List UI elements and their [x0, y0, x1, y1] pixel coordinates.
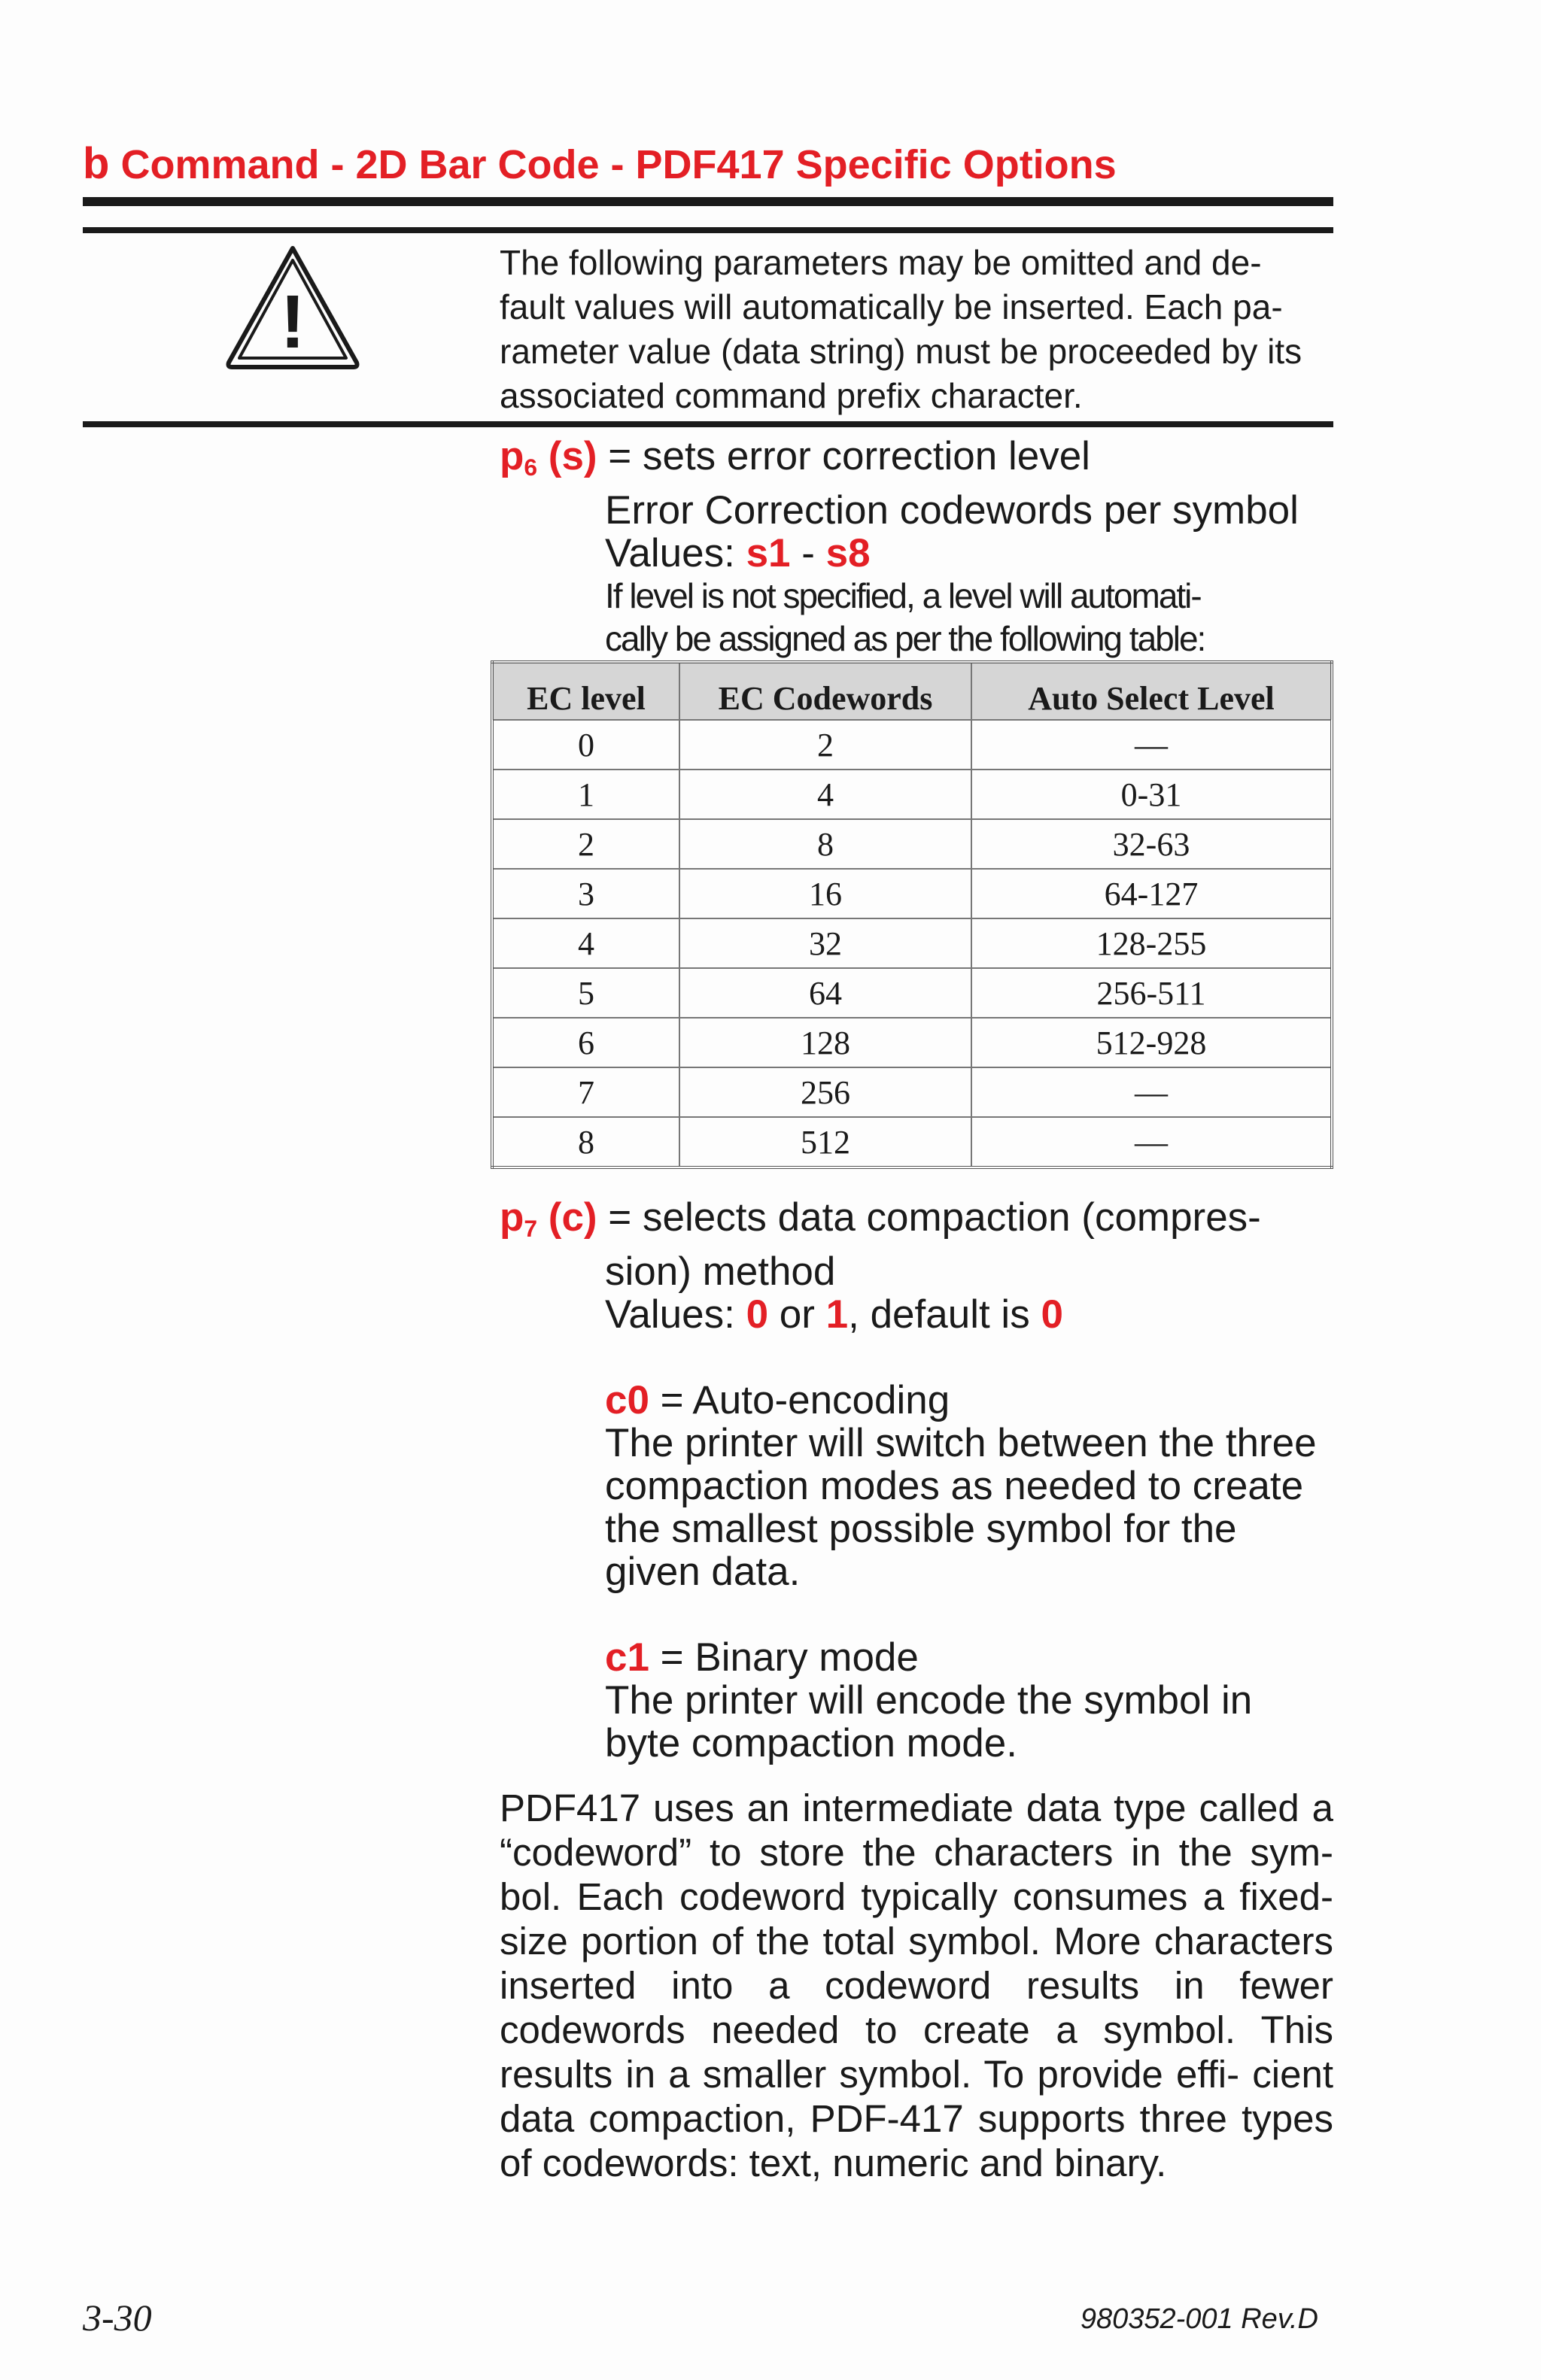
p7-value-0: 0	[746, 1292, 769, 1337]
c1-code: c1	[605, 1635, 649, 1680]
p6-description: = sets error correction level	[597, 434, 1090, 478]
table-cell: 6	[492, 1018, 679, 1067]
ec-level-table	[491, 660, 1333, 1169]
p7-values: Values: 0 or 1, default is 0	[605, 1292, 1063, 1337]
p7-default-value: 0	[1041, 1292, 1063, 1337]
caution-line: fault values will automatically be inserted. Each pa-	[500, 287, 1283, 326]
table-cell: 64	[679, 968, 971, 1018]
p6-value-max: s8	[825, 530, 871, 575]
table-cell: 1	[492, 770, 679, 819]
p6-detail: Error Correction codewords per symbol	[605, 487, 1299, 533]
p7-description: = selects data compaction (compres-	[597, 1195, 1261, 1240]
table-cell: 256-511	[971, 968, 1332, 1018]
p7-value-1: 1	[825, 1292, 849, 1337]
table-cell: 8	[492, 1117, 679, 1167]
caution-top-rule	[83, 227, 1333, 233]
caution-text	[500, 241, 1333, 418]
p6-heading	[500, 435, 1333, 489]
table-row	[492, 1117, 1332, 1167]
col-header-ec-codewords: EC Codewords	[679, 662, 971, 720]
table-cell: 2	[679, 720, 971, 770]
table-cell: 32	[679, 918, 971, 968]
table-cell: 128	[679, 1018, 971, 1067]
c0-description-line: The printer will switch between the three	[605, 1420, 1317, 1465]
p6-note: If level is not specified, a level will automati- cally be assigned as per the following table:	[605, 575, 1205, 658]
table-cell: —	[971, 1067, 1332, 1117]
table-cell: 0-31	[971, 770, 1332, 819]
c0-description-line: given data.	[605, 1549, 801, 1594]
title-command-letter: b	[83, 139, 110, 188]
title-rule	[83, 197, 1333, 206]
table-row	[492, 869, 1332, 918]
document-id: 980352-001 Rev.D	[1080, 2303, 1318, 2335]
caution-bottom-rule	[83, 421, 1333, 427]
table-cell: 16	[679, 869, 971, 918]
table-cell: 0	[492, 720, 679, 770]
p6-values: Values: s1 - s8	[605, 530, 871, 575]
table-cell: 4	[679, 770, 971, 819]
c0-code: c0	[605, 1377, 649, 1422]
caution-exclamation: !	[280, 280, 305, 364]
col-header-ec-level: EC level	[492, 662, 679, 720]
table-cell: 3	[492, 869, 679, 918]
table-cell: 8	[679, 819, 971, 869]
caution-line: rameter value (data string) must be proceeded by its	[500, 332, 1302, 371]
table-row	[492, 968, 1332, 1018]
c0-description-line: compaction modes as needed to create	[605, 1463, 1304, 1508]
p7-heading	[500, 1196, 1333, 1250]
table-row	[492, 1018, 1332, 1067]
param-p6	[500, 435, 1333, 660]
table-header-row	[492, 662, 1332, 720]
page-number: 3-30	[83, 2297, 152, 2339]
p7-detail: sion) method	[605, 1249, 836, 1294]
col-header-auto-select: Auto Select Level	[971, 662, 1332, 720]
c0-description-line: the smallest possible symbol for the	[605, 1506, 1237, 1551]
table-row	[492, 770, 1332, 819]
table-cell: 7	[492, 1067, 679, 1117]
p6-value-min: s1	[746, 530, 791, 575]
caution-line: The following parameters may be omitted and de-	[500, 243, 1262, 282]
title-text: Command - 2D Bar Code - PDF417 Specific Options	[109, 142, 1117, 187]
p7-name: $p_7$ (c)	[500, 1195, 597, 1242]
table-cell: —	[971, 720, 1332, 770]
codeword-paragraph: PDF417 uses an intermediate data type called a “codeword” to store the characters in the sym- bol. Each codeword typically consumes a fixed-size portion of the total symbol. More characters inserted into a codeword results in fewer codewords needed to create a symbol. This results in a smaller symbol. To provide effi- cient data compaction, PDF-417 supports three types of codewords: text, numeric and binary.	[500, 1787, 1334, 2184]
table-row	[492, 1067, 1332, 1117]
table-cell: 256	[679, 1067, 971, 1117]
table-row	[492, 918, 1332, 968]
table-cell: 64-127	[971, 869, 1332, 918]
table-cell: 4	[492, 918, 679, 968]
c0-heading: c0 = Auto-encoding	[605, 1377, 950, 1422]
table-row	[492, 720, 1332, 770]
page-title	[83, 138, 1117, 189]
table-cell: —	[971, 1117, 1332, 1167]
table-cell: 512-928	[971, 1018, 1332, 1067]
table-cell: 512	[679, 1117, 971, 1167]
table-cell: 5	[492, 968, 679, 1018]
c1-heading: c1 = Binary mode	[605, 1635, 919, 1680]
table-cell: 32-63	[971, 819, 1332, 869]
table-cell: 2	[492, 819, 679, 869]
caution-line: associated command prefix character.	[500, 376, 1083, 415]
p6-name: $p_6$ (s)	[500, 434, 597, 481]
c1-description-line: byte compaction mode.	[605, 1720, 1017, 1765]
param-p7	[500, 1196, 1333, 1765]
table-cell: 128-255	[971, 918, 1332, 968]
c1-description-line: The printer will encode the symbol in	[605, 1677, 1253, 1723]
caution-triangle-icon	[223, 242, 363, 372]
table-row	[492, 819, 1332, 869]
